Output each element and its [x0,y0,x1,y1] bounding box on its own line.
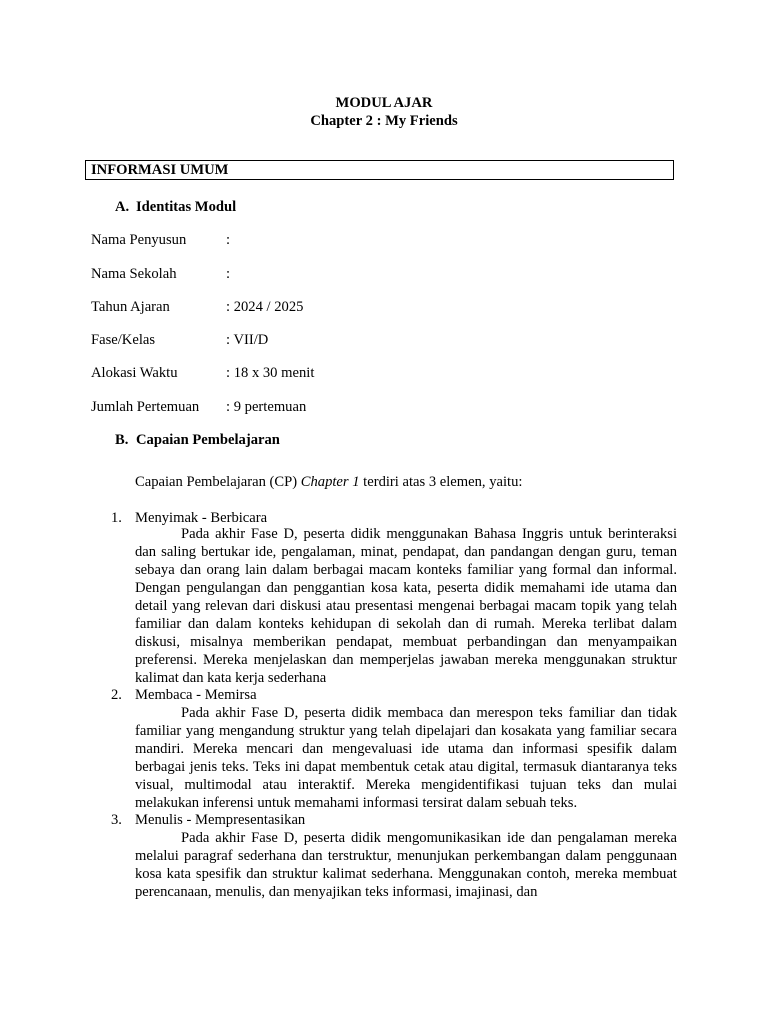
field-value-fase-kelas: : VII/D [226,332,269,348]
list-item-paragraph: Pada akhir Fase D, peserta didik menggunakan Bahasa Inggris untuk berinteraksi dan saling bertukar ide, pengalaman, minat, pendapat, dan pandangan dengan guru, teman sebaya dan orang lain dalam berbagai macam konteks familiar yang formal dan informal. Dengan pengulangan dan penggantian kosa kata, peserta didik memahami ide utama dan detail yang relevan dari diskusi atau presentasi mengenai berbagai macam topik yang telah familiar dan dalam konteks kehidupan di sekolah dan di rumah. Mereka terlibat dalam diskusi, misalnya memberikan pendapat, membuat perbandingan dan menyampaikan preferensi. Mereka menjelaskan dan memperjelas jawaban mereka menggunakan struktur kalimat dan kata kerja sederhana [135,526,677,686]
chapter-subtitle: Chapter 2 : My Friends [310,113,458,129]
document-title: MODUL AJAR [335,95,433,111]
identitas-heading-letter: A. [115,199,130,215]
capaian-intro [135,473,522,491]
list-item-paragraph: Pada akhir Fase D, peserta didik mengomunikasikan ide dan pengalaman mereka melalui paragraf sederhana dan terstruktur, menunjukan perkembangan dalam penggunaan kosa kata spesifik dan struktur kalimat sederhana. Menggunakan contoh, mereka membuat perencanaan, menulis, dan menyajikan teks informasi, imajinasi, dan [135,830,677,900]
field-value-nama-penyusun: : [226,232,231,248]
field-value-nama-sekolah: : [226,266,231,282]
field-label-fase-kelas: Fase/Kelas [91,332,156,348]
capaian-intro-chapter: Chapter 1 [300,474,360,490]
field-value-tahun-ajaran: : 2024 / 2025 [226,299,304,315]
list-item-title: Menyimak - Berbicara [135,510,268,526]
list-item-title: Membaca - Memirsa [135,687,257,703]
capaian-intro-suffix: terdiri atas 3 elemen, yaitu: [359,474,523,490]
list-item-title: Menulis - Mempresentasikan [135,812,306,828]
field-label-nama-penyusun: Nama Penyusun [91,232,187,248]
field-label-nama-sekolah: Nama Sekolah [91,266,177,282]
section-box-informasi-umum [85,160,674,180]
list-item-paragraph: Pada akhir Fase D, peserta didik membaca dan merespon teks familiar dan tidak familiar yang mengandung struktur yang telah dipelajari dan kosakata yang familiar secara mandiri. Mereka mencari dan mengevaluasi ide utama dan informasi spesifik dalam berbagai jenis teks. Teks ini dapat membentuk cetak atau digital, termasuk diantaranya teks visual, multimodal atau interaktif. Mereka mengidentifikasi tujuan teks dan mulai melakukan inferensi untuk memahami informasi tersirat dalam sebuah teks. [135,705,677,811]
field-value-alokasi-waktu: : 18 x 30 menit [226,365,315,381]
field-label-jumlah-pertemuan: Jumlah Pertemuan [91,399,200,415]
field-label-alokasi-waktu: Alokasi Waktu [91,365,178,381]
field-label-tahun-ajaran: Tahun Ajaran [91,299,170,315]
identitas-heading: Identitas Modul [136,199,237,215]
list-item-number: 2. [111,687,122,703]
field-value-jumlah-pertemuan: : 9 pertemuan [226,399,307,415]
section-box-label: INFORMASI UMUM [91,162,229,178]
capaian-heading-letter: B. [115,432,129,448]
list-item-number: 1. [111,510,122,526]
list-item-number: 3. [111,812,122,828]
capaian-heading: Capaian Pembelajaran [136,432,280,448]
capaian-intro-prefix: Capaian Pembelajaran (CP) [135,474,301,490]
